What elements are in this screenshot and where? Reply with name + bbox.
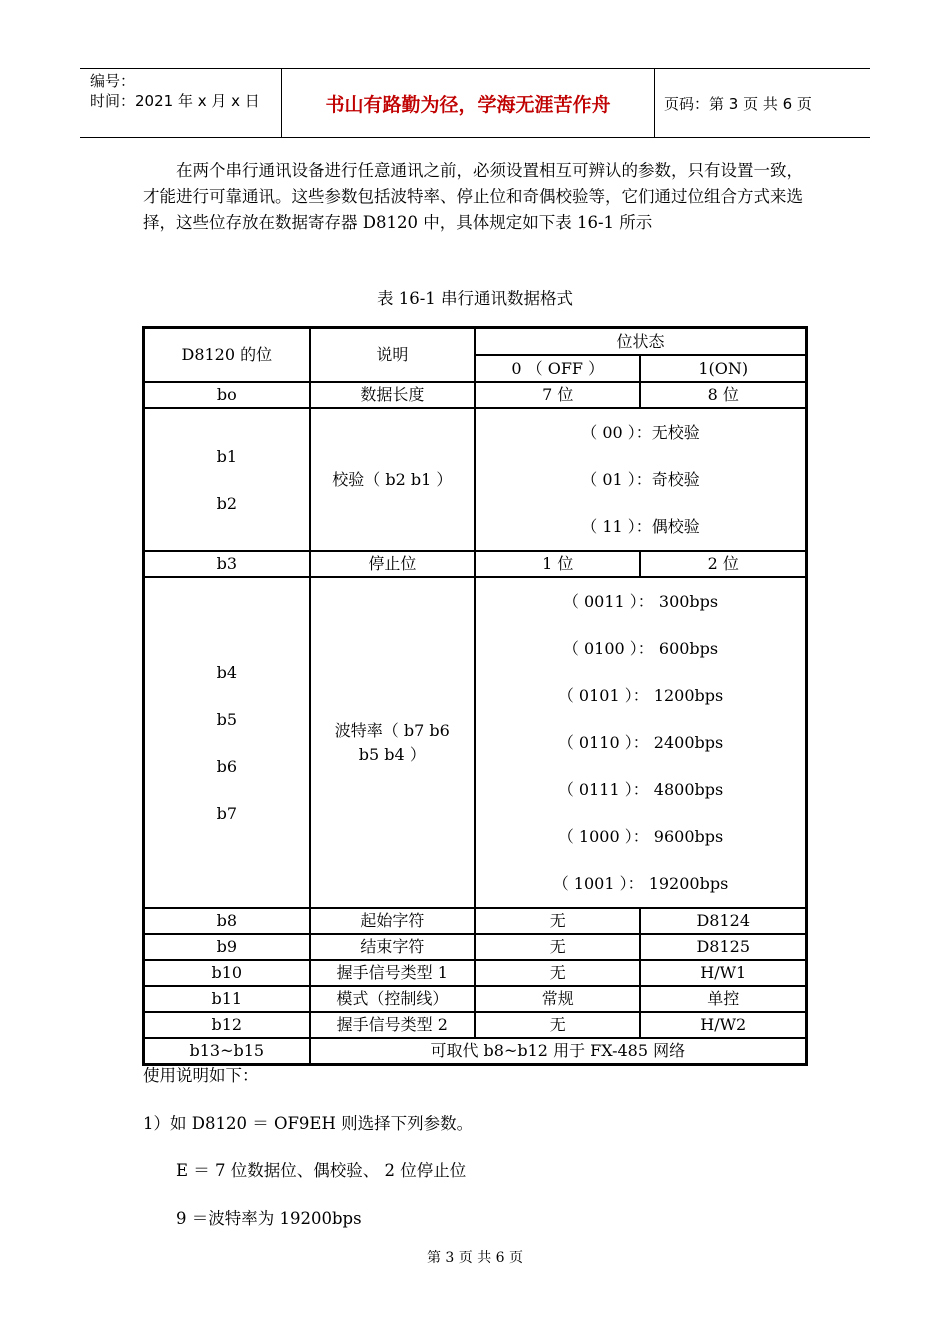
cell-off: 1 位 — [475, 551, 640, 577]
usage-title: 使用说明如下： — [143, 1066, 259, 1085]
head-on: 1(ON) — [640, 355, 806, 382]
cell-desc: 握手信号类型 2 — [310, 1012, 475, 1038]
cell-on: H/W1 — [640, 960, 806, 986]
cell-bit: b9 — [144, 934, 310, 960]
cell-off: 无 — [475, 908, 640, 934]
cell-bit: bo — [144, 382, 310, 408]
head-bit: D8120 的位 — [144, 328, 310, 382]
bit-label: b4 — [216, 662, 238, 682]
table-caption: 表 16-1 串行通讯数据格式 — [376, 289, 574, 308]
cell-desc: 握手信号类型 1 — [310, 960, 475, 986]
head-state: 位状态 — [475, 328, 806, 355]
usage-line-3: 9 ＝波特率为 19200bps — [176, 1209, 362, 1228]
usage-line-1: 1）如 D8120 ＝ OF9EH 则选择下列参数。 — [143, 1114, 474, 1133]
cell-on: D8125 — [640, 934, 806, 960]
value-line: （ 11 ）：偶校验 — [581, 517, 700, 536]
table-row — [144, 1012, 806, 1038]
number-label: 编号： — [90, 72, 136, 90]
page-footer: 第 3 页 共 6 页 — [426, 1250, 524, 1266]
usage-line-2: E ＝ 7 位数据位、偶校验、 2 位停止位 — [176, 1161, 467, 1180]
value-line: （ 0101 ）： 1200bps — [557, 686, 724, 705]
cell-desc: 校验（ b2 b1 ） — [310, 408, 475, 551]
cell-on: 8 位 — [640, 382, 806, 408]
cell-desc: 起始字符 — [310, 908, 475, 934]
cell-on: H/W2 — [640, 1012, 806, 1038]
table-row — [144, 577, 806, 908]
data-format-table — [142, 326, 808, 1066]
page-header — [80, 68, 870, 138]
table-row — [144, 1038, 806, 1064]
header-meta — [90, 71, 280, 111]
value-line: （ 0111 ）： 4800bps — [557, 780, 724, 799]
time-label: 时间：2021 年 x 月 x 日 — [90, 92, 260, 110]
cell-desc — [310, 577, 475, 908]
value-line: （ 0011 ）： 300bps — [562, 592, 719, 611]
table-row — [144, 908, 806, 934]
cell-values — [475, 577, 806, 908]
value-line: （ 1000 ）： 9600bps — [557, 827, 724, 846]
cell-bit: b12 — [144, 1012, 310, 1038]
value-line: （ 1001 ）： 19200bps — [552, 874, 729, 893]
value-line: （ 01 ）：奇校验 — [581, 470, 700, 489]
cell-desc: 结束字符 — [310, 934, 475, 960]
bit-label: b1 — [216, 446, 238, 466]
table-row — [144, 934, 806, 960]
head-desc: 说明 — [310, 328, 475, 382]
head-off: 0 （ OFF ） — [475, 355, 640, 382]
table-row — [144, 382, 806, 408]
cell-on: 单控 — [640, 986, 806, 1012]
value-line: （ 0110 ）： 2400bps — [557, 733, 724, 752]
cell-desc: 停止位 — [310, 551, 475, 577]
value-line: （ 00 ）：无校验 — [581, 423, 700, 442]
cell-desc: 数据长度 — [310, 382, 475, 408]
cell-off: 无 — [475, 1012, 640, 1038]
cell-desc: 可取代 b8~b12 用于 FX-485 网络 — [310, 1038, 806, 1064]
table-row — [144, 551, 806, 577]
header-motto-cell — [281, 69, 655, 137]
bit-label: b6 — [216, 756, 238, 776]
cell-on: D8124 — [640, 908, 806, 934]
intro-paragraph: 在两个串行通讯设备进行任意通讯之前，必须设置相互可辨认的参数，只有设置一致，才能进行可靠通讯。这些参数包括波特率、停止位和奇偶校验等，它们通过位组合方式来选择，这些位存放在数据寄存器 D8120 中，具体规定如下表 16-1 所示 — [143, 161, 803, 232]
page-info: 页码：第 3 页 共 6 页 — [664, 95, 812, 113]
cell-bit: b11 — [144, 986, 310, 1012]
bit-label: b2 — [216, 493, 238, 513]
cell-on: 2 位 — [640, 551, 806, 577]
cell-desc: 模式（控制线） — [310, 986, 475, 1012]
cell-bit: b3 — [144, 551, 310, 577]
header-motto: 书山有路勤为径，学海无涯苦作舟 — [325, 93, 611, 116]
cell-off: 7 位 — [475, 382, 640, 408]
desc-line: 波特率（ b7 b6 — [334, 720, 450, 740]
cell-off: 无 — [475, 960, 640, 986]
cell-values — [475, 408, 806, 551]
cell-bit: b8 — [144, 908, 310, 934]
table-row — [144, 986, 806, 1012]
bit-label: b5 — [216, 709, 238, 729]
table-row — [144, 408, 806, 551]
bit-label: b7 — [216, 803, 238, 823]
desc-line: b5 b4 ） — [358, 744, 426, 764]
cell-off: 常规 — [475, 986, 640, 1012]
cell-bit: b13~b15 — [144, 1038, 310, 1064]
value-line: （ 0100 ）： 600bps — [562, 639, 719, 658]
cell-bit: b10 — [144, 960, 310, 986]
cell-bits — [144, 408, 310, 551]
cell-off: 无 — [475, 934, 640, 960]
cell-bits — [144, 577, 310, 908]
table-row — [144, 960, 806, 986]
